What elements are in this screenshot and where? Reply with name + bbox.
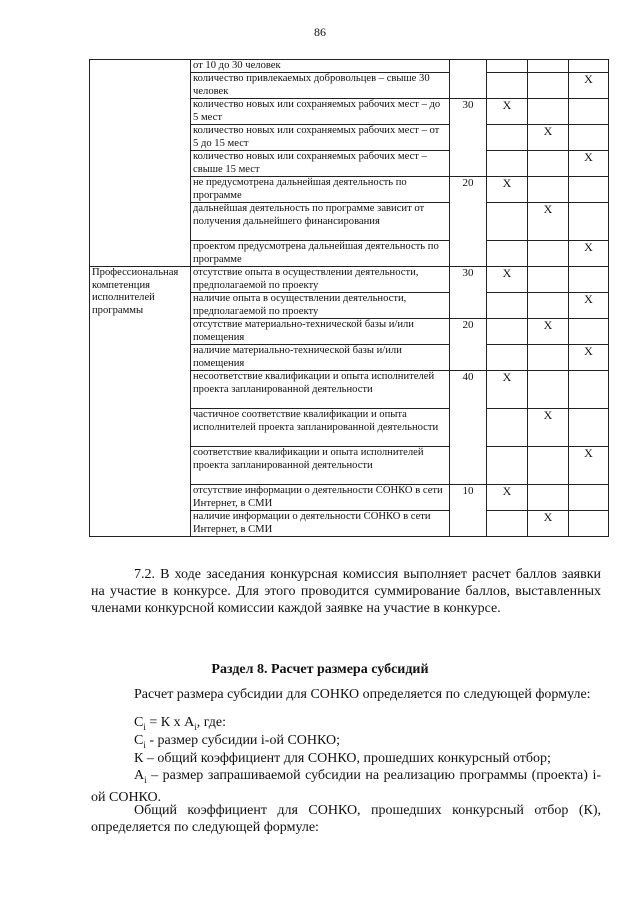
mark-cell [528, 99, 569, 125]
mark-cell [487, 447, 528, 485]
score-cell: 20 [450, 319, 487, 371]
mark-cell [487, 293, 528, 319]
mark-cell [569, 60, 609, 73]
indicator-cell: дальнейшая деятельность по программе зависит от получения дальнейшего финансирования [191, 203, 450, 241]
mark-cell [487, 511, 528, 537]
mark-cell [569, 267, 609, 293]
def-subscript: i [143, 739, 146, 750]
mark-cell: X [487, 485, 528, 511]
indicator-cell: проектом предусмотрена дальнейшая деятельность по программе [191, 241, 450, 267]
mark-cell: X [569, 151, 609, 177]
mark-cell: X [569, 241, 609, 267]
score-cell: 20 [450, 177, 487, 267]
def-symbol: A [134, 768, 145, 783]
mark-cell: X [528, 125, 569, 151]
def-subscript: i [144, 774, 147, 785]
criteria-table [89, 59, 609, 537]
formula-intro: Расчет размера субсидии для СОНКО определяется по следующей формуле: [134, 687, 591, 702]
mark-cell [569, 319, 609, 345]
indicator-cell: отсутствие информации о деятельности СОНКО в сети Интернет, в СМИ [191, 485, 450, 511]
mark-cell: X [528, 409, 569, 447]
mark-cell [528, 485, 569, 511]
mark-cell [569, 177, 609, 203]
score-cell: 30 [450, 99, 487, 177]
mark-cell [528, 447, 569, 485]
mark-cell [528, 73, 569, 99]
mark-cell [487, 345, 528, 371]
mark-cell [569, 511, 609, 537]
page-number: 86 [314, 25, 326, 39]
mark-cell: X [487, 177, 528, 203]
indicator-cell: количество новых или сохраняемых рабочих мест – от 5 до 15 мест [191, 125, 450, 151]
indicator-cell: количество новых или сохраняемых рабочих мест – свыше 15 мест [191, 151, 450, 177]
indicator-cell: частичное соответствие квалификации и опыта исполнителей проекта запланированной деятельности [191, 409, 450, 447]
mark-cell [487, 125, 528, 151]
mark-cell [487, 151, 528, 177]
formula-tail: , где: [196, 715, 226, 730]
def-text: – размер запрашиваемой субсидии на реализацию программы (проекта) i-ой СОНКО. [91, 768, 601, 805]
indicator-cell: количество привлекаемых добровольцев – свыше 30 человек [191, 73, 450, 99]
mark-cell [528, 151, 569, 177]
indicator-cell: соответствие квалификации и опыта исполнителей проекта запланированной деятельности [191, 447, 450, 485]
mark-cell [528, 60, 569, 73]
section-heading: Раздел 8. Расчет размера субсидий [211, 662, 429, 677]
definition-a [91, 767, 601, 806]
formula-subscript: i [143, 721, 146, 732]
indicator-cell: наличие материально-технической базы и/или помещения [191, 345, 450, 371]
mark-cell [569, 409, 609, 447]
mark-cell [487, 60, 528, 73]
mark-cell [528, 267, 569, 293]
formula-subscript: i [194, 721, 197, 732]
mark-cell: X [487, 371, 528, 409]
mark-cell: X [569, 293, 609, 319]
indicator-cell: не предусмотрена дальнейшая деятельность по программе [191, 177, 450, 203]
mark-cell [569, 485, 609, 511]
indicator-cell: количество новых или сохраняемых рабочих мест – до 5 мест [191, 99, 450, 125]
mark-cell [487, 73, 528, 99]
indicator-cell: от 10 до 30 человек [191, 60, 450, 73]
indicator-cell: наличие информации о деятельности СОНКО в сети Интернет, в СМИ [191, 511, 450, 537]
mark-cell [528, 241, 569, 267]
mark-cell: X [528, 203, 569, 241]
indicator-cell: отсутствие опыта в осуществлении деятельности, предполагаемой по проекту [191, 267, 450, 293]
category-cell: Профессиональная компетенция исполнителей программы [90, 267, 191, 537]
paragraph-final: Общий коэффициент для СОНКО, прошедших конкурсный отбор (К), определяется по следующей формуле: [91, 803, 601, 835]
mark-cell: X [569, 447, 609, 485]
mark-cell: X [487, 99, 528, 125]
mark-cell: X [569, 73, 609, 99]
score-cell: 30 [450, 267, 487, 319]
mark-cell [569, 203, 609, 241]
category-cell-prev [90, 60, 191, 267]
mark-cell [569, 371, 609, 409]
def-text: - размер субсидии i-ой СОНКО; [145, 733, 341, 748]
mark-cell: X [528, 319, 569, 345]
mark-cell: X [569, 345, 609, 371]
score-cell: 10 [450, 485, 487, 537]
definition-k: К – общий коэффициент для СОНКО, прошедших конкурсный отбор; [134, 751, 551, 766]
mark-cell [487, 319, 528, 345]
indicator-cell: несоответствие квалификации и опыта исполнителей проекта запланированной деятельности [191, 371, 450, 409]
formula-body: = К х А [145, 715, 195, 730]
formula-symbol: C [134, 715, 144, 730]
mark-cell [569, 125, 609, 151]
indicator-cell: наличие опыта в осуществлении деятельности, предполагаемой по проекту [191, 293, 450, 319]
mark-cell [528, 293, 569, 319]
mark-cell [487, 241, 528, 267]
mark-cell [528, 177, 569, 203]
paragraph-7-2: 7.2. В ходе заседания конкурсная комиссия выполняет расчет баллов заявки на участие в конкурсе. Для этого проводится суммирование баллов, выставленных членами конкурсной комиссии каждой заявке на участие в конкурсе. [91, 567, 601, 616]
indicator-cell: отсутствие материально-технической базы и/или помещения [191, 319, 450, 345]
mark-cell: X [528, 511, 569, 537]
table-row [90, 60, 609, 73]
mark-cell [569, 99, 609, 125]
score-cell [450, 60, 487, 99]
table-row [90, 267, 609, 293]
def-symbol: C [134, 733, 144, 748]
mark-cell [487, 409, 528, 447]
mark-cell [487, 203, 528, 241]
mark-cell: X [487, 267, 528, 293]
score-cell: 40 [450, 371, 487, 485]
mark-cell [528, 345, 569, 371]
mark-cell [528, 371, 569, 409]
